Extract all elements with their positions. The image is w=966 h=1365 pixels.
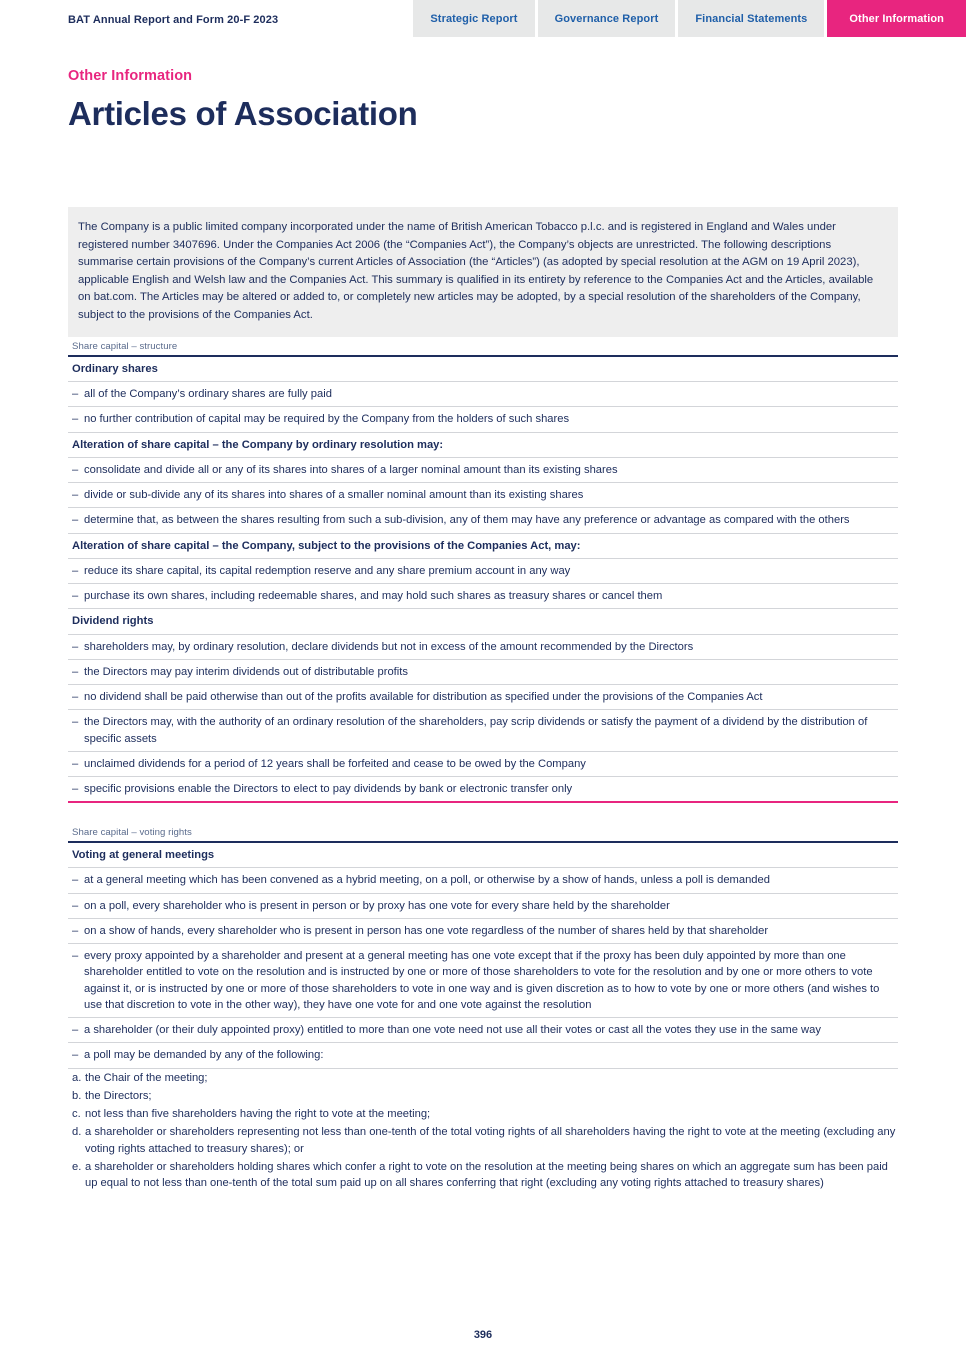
row-text: no dividend shall be paid otherwise than out of the profits available for distribution as specified under the provisions of the Companies Act (84, 691, 763, 704)
bullet-dash-icon: – (72, 1024, 79, 1037)
row-text: unclaimed dividends for a period of 12 years shall be forfeited and cease to be owed by the Company (84, 757, 586, 770)
table-row-bullet (68, 868, 898, 893)
row-text: the Directors may, with the authority of an ordinary resolution of the shareholders, pay scrip dividends or satisfy the payment of a dividend by the distribution of specific assets (84, 716, 868, 745)
row-text: every proxy appointed by a shareholder and present at a general meeting has one vote except that if the proxy has been duly appointed by more than one shareholder entitled to vote on the resolution and is instructed by one or more of those shareholders to vote for the resolution and by one or more others to vote against it, or is instructed by one or more of those shareholders to vote in one way and is given discretion as to how to vote by one or more others (and wishes to use that discretion to vote in the other way), they have one vote for and one vote against the resolution (84, 950, 880, 1011)
table-row-bullet (68, 710, 898, 751)
row-content (72, 714, 898, 746)
table-row-bullet (68, 685, 898, 710)
row-content (72, 386, 898, 402)
row-content (72, 1106, 898, 1122)
list-letter-marker: e. (72, 1160, 82, 1173)
bullet-dash-icon: – (72, 413, 79, 426)
table-row-bullet (68, 1043, 898, 1068)
row-text: shareholders may, by ordinary resolution, declare dividends but not in excess of the amount recommended by the Directors (84, 640, 694, 653)
section-nav-tabs (413, 0, 966, 37)
bullet-dash-icon: – (72, 874, 79, 887)
row-text: the Directors; (85, 1089, 152, 1102)
bullet-dash-icon: – (72, 463, 79, 476)
table-row-lettered-item (68, 1105, 898, 1123)
list-letter-marker: b. (72, 1089, 82, 1102)
table-row-heading: Alteration of share capital – the Company by ordinary resolution may: (68, 433, 898, 458)
report-title: BAT Annual Report and Form 20-F 2023 (68, 14, 279, 26)
row-text: a poll may be demanded by any of the following: (84, 1049, 324, 1062)
row-text: a shareholder or shareholders representing not less than one-tenth of the total voting rights of all shareholders having the right to vote at the meeting (excluding any voting rights attached to treasury shares); or (85, 1126, 896, 1155)
row-content (72, 1124, 898, 1156)
table-row-lettered-item (68, 1158, 898, 1194)
bullet-dash-icon: – (72, 489, 79, 502)
page-number: 396 (473, 1329, 493, 1341)
nav-tab-governance-report[interactable]: Governance Report (538, 0, 676, 37)
row-content (72, 512, 898, 528)
section-eyebrow: Other Information (68, 68, 193, 84)
row-content (72, 898, 898, 914)
bullet-dash-icon: – (72, 590, 79, 603)
page-footer (0, 1325, 966, 1343)
row-text: the Chair of the meeting; (85, 1071, 208, 1084)
row-content (72, 1070, 898, 1086)
row-content (72, 1088, 898, 1104)
row-content (72, 948, 898, 1013)
table-row-bullet (68, 777, 898, 803)
page-title: Articles of Association (68, 95, 418, 132)
table-row-bullet (68, 635, 898, 660)
table-row-bullet (68, 1018, 898, 1043)
table-row-bullet (68, 559, 898, 584)
row-content (72, 1047, 898, 1063)
nav-tab-financial-statements[interactable]: Financial Statements (678, 0, 824, 37)
document-body (68, 341, 898, 1194)
row-text: determine that, as between the shares resulting from such a sub-division, any of them may have any preference or advantage as compared with the others (84, 514, 850, 527)
row-content (72, 923, 898, 939)
bullet-dash-icon: – (72, 716, 79, 729)
row-content (72, 462, 898, 478)
row-content (72, 664, 898, 680)
bullet-dash-icon: – (72, 1049, 79, 1062)
list-letter-marker: a. (72, 1071, 82, 1084)
table-row-bullet (68, 483, 898, 508)
row-text: no further contribution of capital may be required by the Company from the holders of such shares (84, 413, 570, 426)
bullet-dash-icon: – (72, 640, 79, 653)
row-text: a shareholder or shareholders holding shares which confer a right to vote on the resolution at the meeting being shares on which an aggregate sum has been paid up equal to not less than one-tenth of the total sum paid up on all shares conferring that right (excluding any voting rights attached to treasury shares) (85, 1160, 888, 1189)
row-content (72, 689, 898, 705)
table-row-bullet (68, 919, 898, 944)
table-row-bullet (68, 382, 898, 407)
bullet-dash-icon: – (72, 564, 79, 577)
row-text: at a general meeting which has been convened as a hybrid meeting, on a poll, or otherwise by a show of hands, unless a poll is demanded (84, 874, 770, 887)
row-text: a shareholder (or their duly appointed proxy) entitled to more than one vote need not use all their votes or cast all the votes they use in the same way (84, 1024, 821, 1037)
table-row-bullet (68, 407, 898, 432)
row-text: on a show of hands, every shareholder who is present in person has one vote regardless of the number of shares held by that shareholder (84, 924, 769, 937)
row-text: on a poll, every shareholder who is present in person or by proxy has one vote for every share held by the shareholder (84, 899, 670, 912)
row-content (72, 756, 898, 772)
nav-tab-other-information[interactable]: Other Information (827, 0, 966, 37)
bullet-dash-icon: – (72, 782, 79, 795)
row-text: all of the Company’s ordinary shares are fully paid (84, 388, 332, 401)
table-row-lettered-item (68, 1087, 898, 1105)
table-row-bullet (68, 508, 898, 533)
title-block (0, 37, 966, 132)
table-row-heading: Alteration of share capital – the Company, subject to the provisions of the Companies Act, may: (68, 534, 898, 559)
row-text: divide or sub-divide any of its shares into shares of a smaller nominal amount than its existing shares (84, 489, 584, 502)
intro-callout-box (68, 207, 898, 337)
intro-paragraph: The Company is a public limited company incorporated under the name of British American Tobacco p.l.c. and is registered in England and Wales under registered number 3407696. Under the Companies Act 2006 (the “Companies Act”), the Company’s objects are unrestricted. The following descriptions summarise certain provisions of the Company’s current Articles of Association (the “Articles”) (as adopted by special resolution at the AGM on 19 April 2023), applicable English and Welsh law and the Companies Act. This summary is qualified in its entirety by reference to the Companies Act and the Articles, available on bat.com. The Articles may be altered or added to, or completely new articles may be adopted, by a special resolution of the shareholders of the Company, subject to the provisions of the Companies Act. (78, 221, 874, 321)
table-row-heading: Dividend rights (68, 609, 898, 634)
section-caption: Share capital – voting rights (72, 827, 192, 839)
row-content (72, 487, 898, 503)
table-row-bullet (68, 894, 898, 919)
bullet-dash-icon: – (72, 757, 79, 770)
table-row-bullet (68, 752, 898, 777)
table-row-heading: Ordinary shares (68, 357, 898, 382)
provisions-table (68, 355, 898, 803)
nav-tab-strategic-report[interactable]: Strategic Report (413, 0, 534, 37)
row-content (72, 411, 898, 427)
row-content (72, 1159, 898, 1191)
row-text: reduce its share capital, its capital redemption reserve and any share premium account in any way (84, 564, 571, 577)
bullet-dash-icon: – (72, 691, 79, 704)
table-row-lettered-item (68, 1069, 898, 1087)
row-text: specific provisions enable the Directors to elect to pay dividends by bank or electronic transfer only (84, 782, 573, 795)
row-text: purchase its own shares, including redeemable shares, and may hold such shares as treasury shares or cancel them (84, 590, 663, 603)
table-row-bullet (68, 584, 898, 609)
bullet-dash-icon: – (72, 665, 79, 678)
bullet-dash-icon: – (72, 950, 79, 963)
section-caption: Share capital – structure (72, 341, 178, 352)
table-row-heading: Voting at general meetings (68, 843, 898, 868)
row-content (72, 563, 898, 579)
row-content (72, 588, 898, 604)
table-row-lettered-item (68, 1123, 898, 1157)
bullet-dash-icon: – (72, 924, 79, 937)
table-row-bullet (68, 660, 898, 685)
row-content (72, 781, 898, 797)
bullet-dash-icon: – (72, 388, 79, 401)
list-letter-marker: d. (72, 1126, 82, 1139)
page-header (0, 0, 966, 37)
row-text: not less than five shareholders having the right to vote at the meeting; (85, 1108, 431, 1121)
bullet-dash-icon: – (72, 514, 79, 527)
table-row-bullet (68, 944, 898, 1018)
row-text: consolidate and divide all or any of its shares into shares of a larger nominal amount than its existing shares (84, 463, 618, 476)
row-content (72, 639, 898, 655)
row-content (72, 1022, 898, 1038)
bullet-dash-icon: – (72, 899, 79, 912)
row-text: the Directors may pay interim dividends out of distributable profits (84, 665, 408, 678)
row-content (72, 872, 898, 888)
section-spacer (68, 803, 898, 827)
list-letter-marker: c. (72, 1108, 81, 1121)
table-row-bullet (68, 458, 898, 483)
provisions-table (68, 841, 898, 1194)
